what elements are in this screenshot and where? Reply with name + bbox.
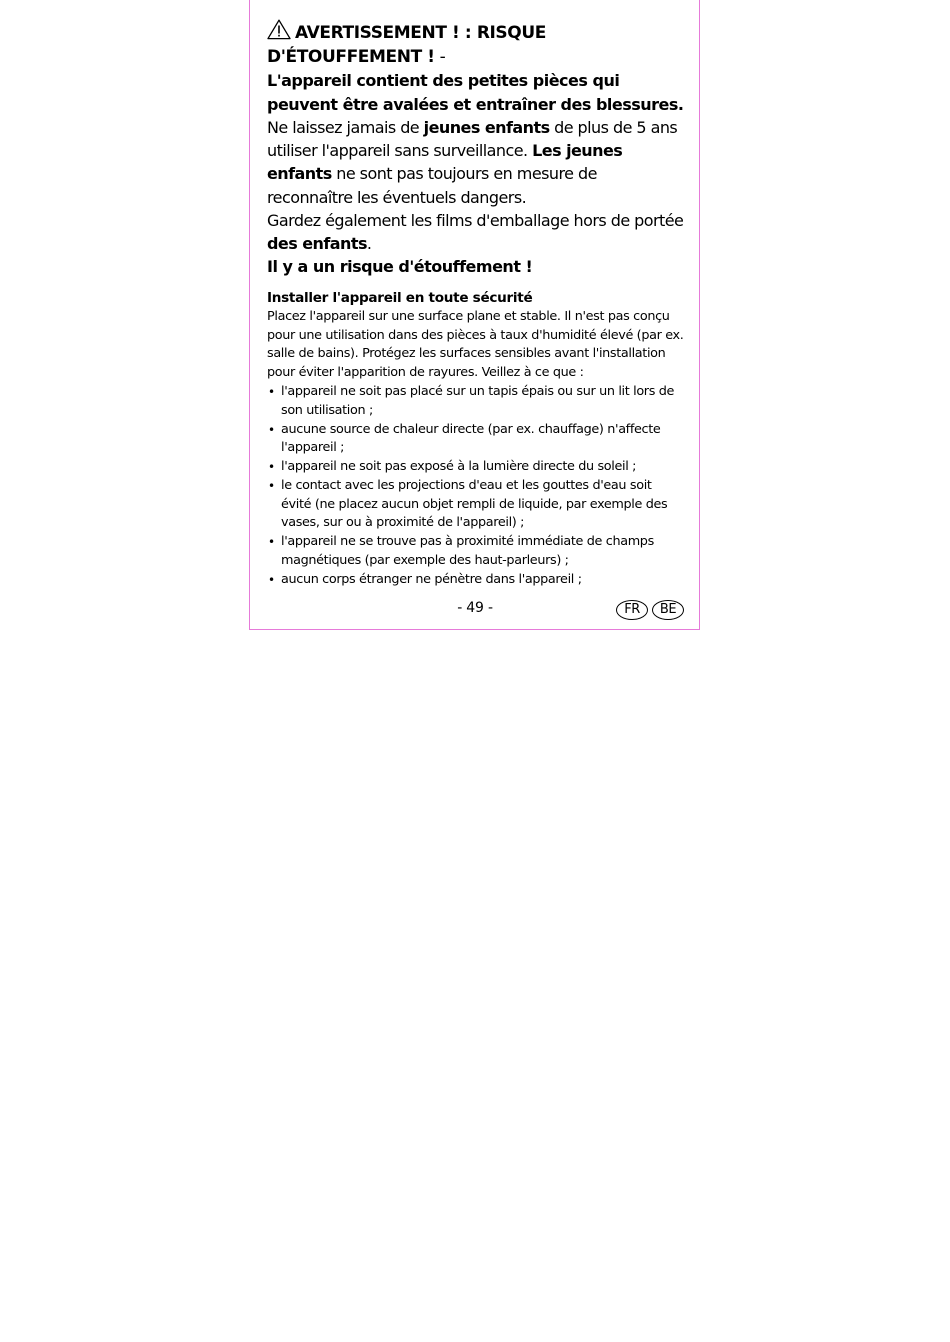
warning-paragraph-packaging [267,209,685,255]
warning-choking-risk: Il y a un risque d'étouffement ! [267,257,533,277]
country-badge-be: BE [652,600,684,620]
list-item-text: aucun corps étranger ne pénètre dans l'appareil ; [281,571,582,587]
page-content [267,19,685,590]
list-item-text: le contact avec les projections d'eau et les gouttes d'eau soit évité (ne placez aucun objet rempli de liquide, par exemple des vases, sur ou à proximité de l'appareil) ; [281,477,668,531]
text-segment: Ne laissez jamais de [267,118,424,137]
list-item [267,477,685,533]
list-item [267,383,685,421]
list-item-text: l'appareil ne soit pas exposé à la lumière directe du soleil ; [281,459,637,475]
list-item [267,421,685,459]
text-segment: de plus de 5 ans utiliser l'appareil sans surveillance. [267,118,678,161]
bullet-icon: • [268,422,275,437]
country-badges [616,600,684,620]
list-item-text: l'appareil ne soit pas placé sur un tapis épais ou sur un lit lors de son utilisation ; [281,383,675,418]
bullet-list [267,383,685,590]
list-item [267,458,685,477]
warning-triangle-icon [267,19,291,40]
bullet-icon: • [268,460,275,475]
warning-statement: L'appareil contient des petites pièces qui peuvent être avalées et entraîner des blessures. [267,71,684,114]
page-number: - 49 - [457,600,493,616]
bullet-icon: • [268,478,275,493]
list-item [267,533,685,571]
warning-title: AVERTISSEMENT ! : RISQUE D'ÉTOUFFEMENT ! [267,23,546,67]
text-segment: Gardez également les films d'emballage hors de portée [267,210,684,230]
warning-dash: - [434,47,446,67]
bold-segment: Les jeunes enfants [267,141,623,184]
text-segment: ne sont pas toujours en mesure de reconnaître les éventuels dangers. [267,164,597,207]
bullet-icon: • [268,384,275,399]
list-item-text: l'appareil ne se trouve pas à proximité immédiate de champs magnétiques (par exemple des haut-parleurs) ; [281,534,654,569]
bullet-icon: • [268,535,275,550]
warning-heading [267,19,685,69]
bold-segment: des enfants [267,234,367,254]
section-intro: Placez l'appareil sur une surface plane et stable. Il n'est pas conçu pour une utilisation dans des pièces à taux d'humidité élevé (par ex. salle de bains). Protégez les surfaces sensibles avant l'installation pour éviter l'apparition de rayures. Veillez à ce que : [267,308,684,381]
list-item-text: aucune source de chaleur directe (par ex. chauffage) n'affecte l'appareil ; [281,421,661,456]
list-item [267,571,685,590]
text-segment: . [366,234,372,254]
warning-paragraph-children [267,116,685,209]
bullet-icon: • [268,572,275,587]
bold-segment: jeunes enfants [423,118,550,137]
section-title: Installer l'appareil en toute sécurité [267,289,533,306]
country-badge-fr: FR [616,600,648,620]
